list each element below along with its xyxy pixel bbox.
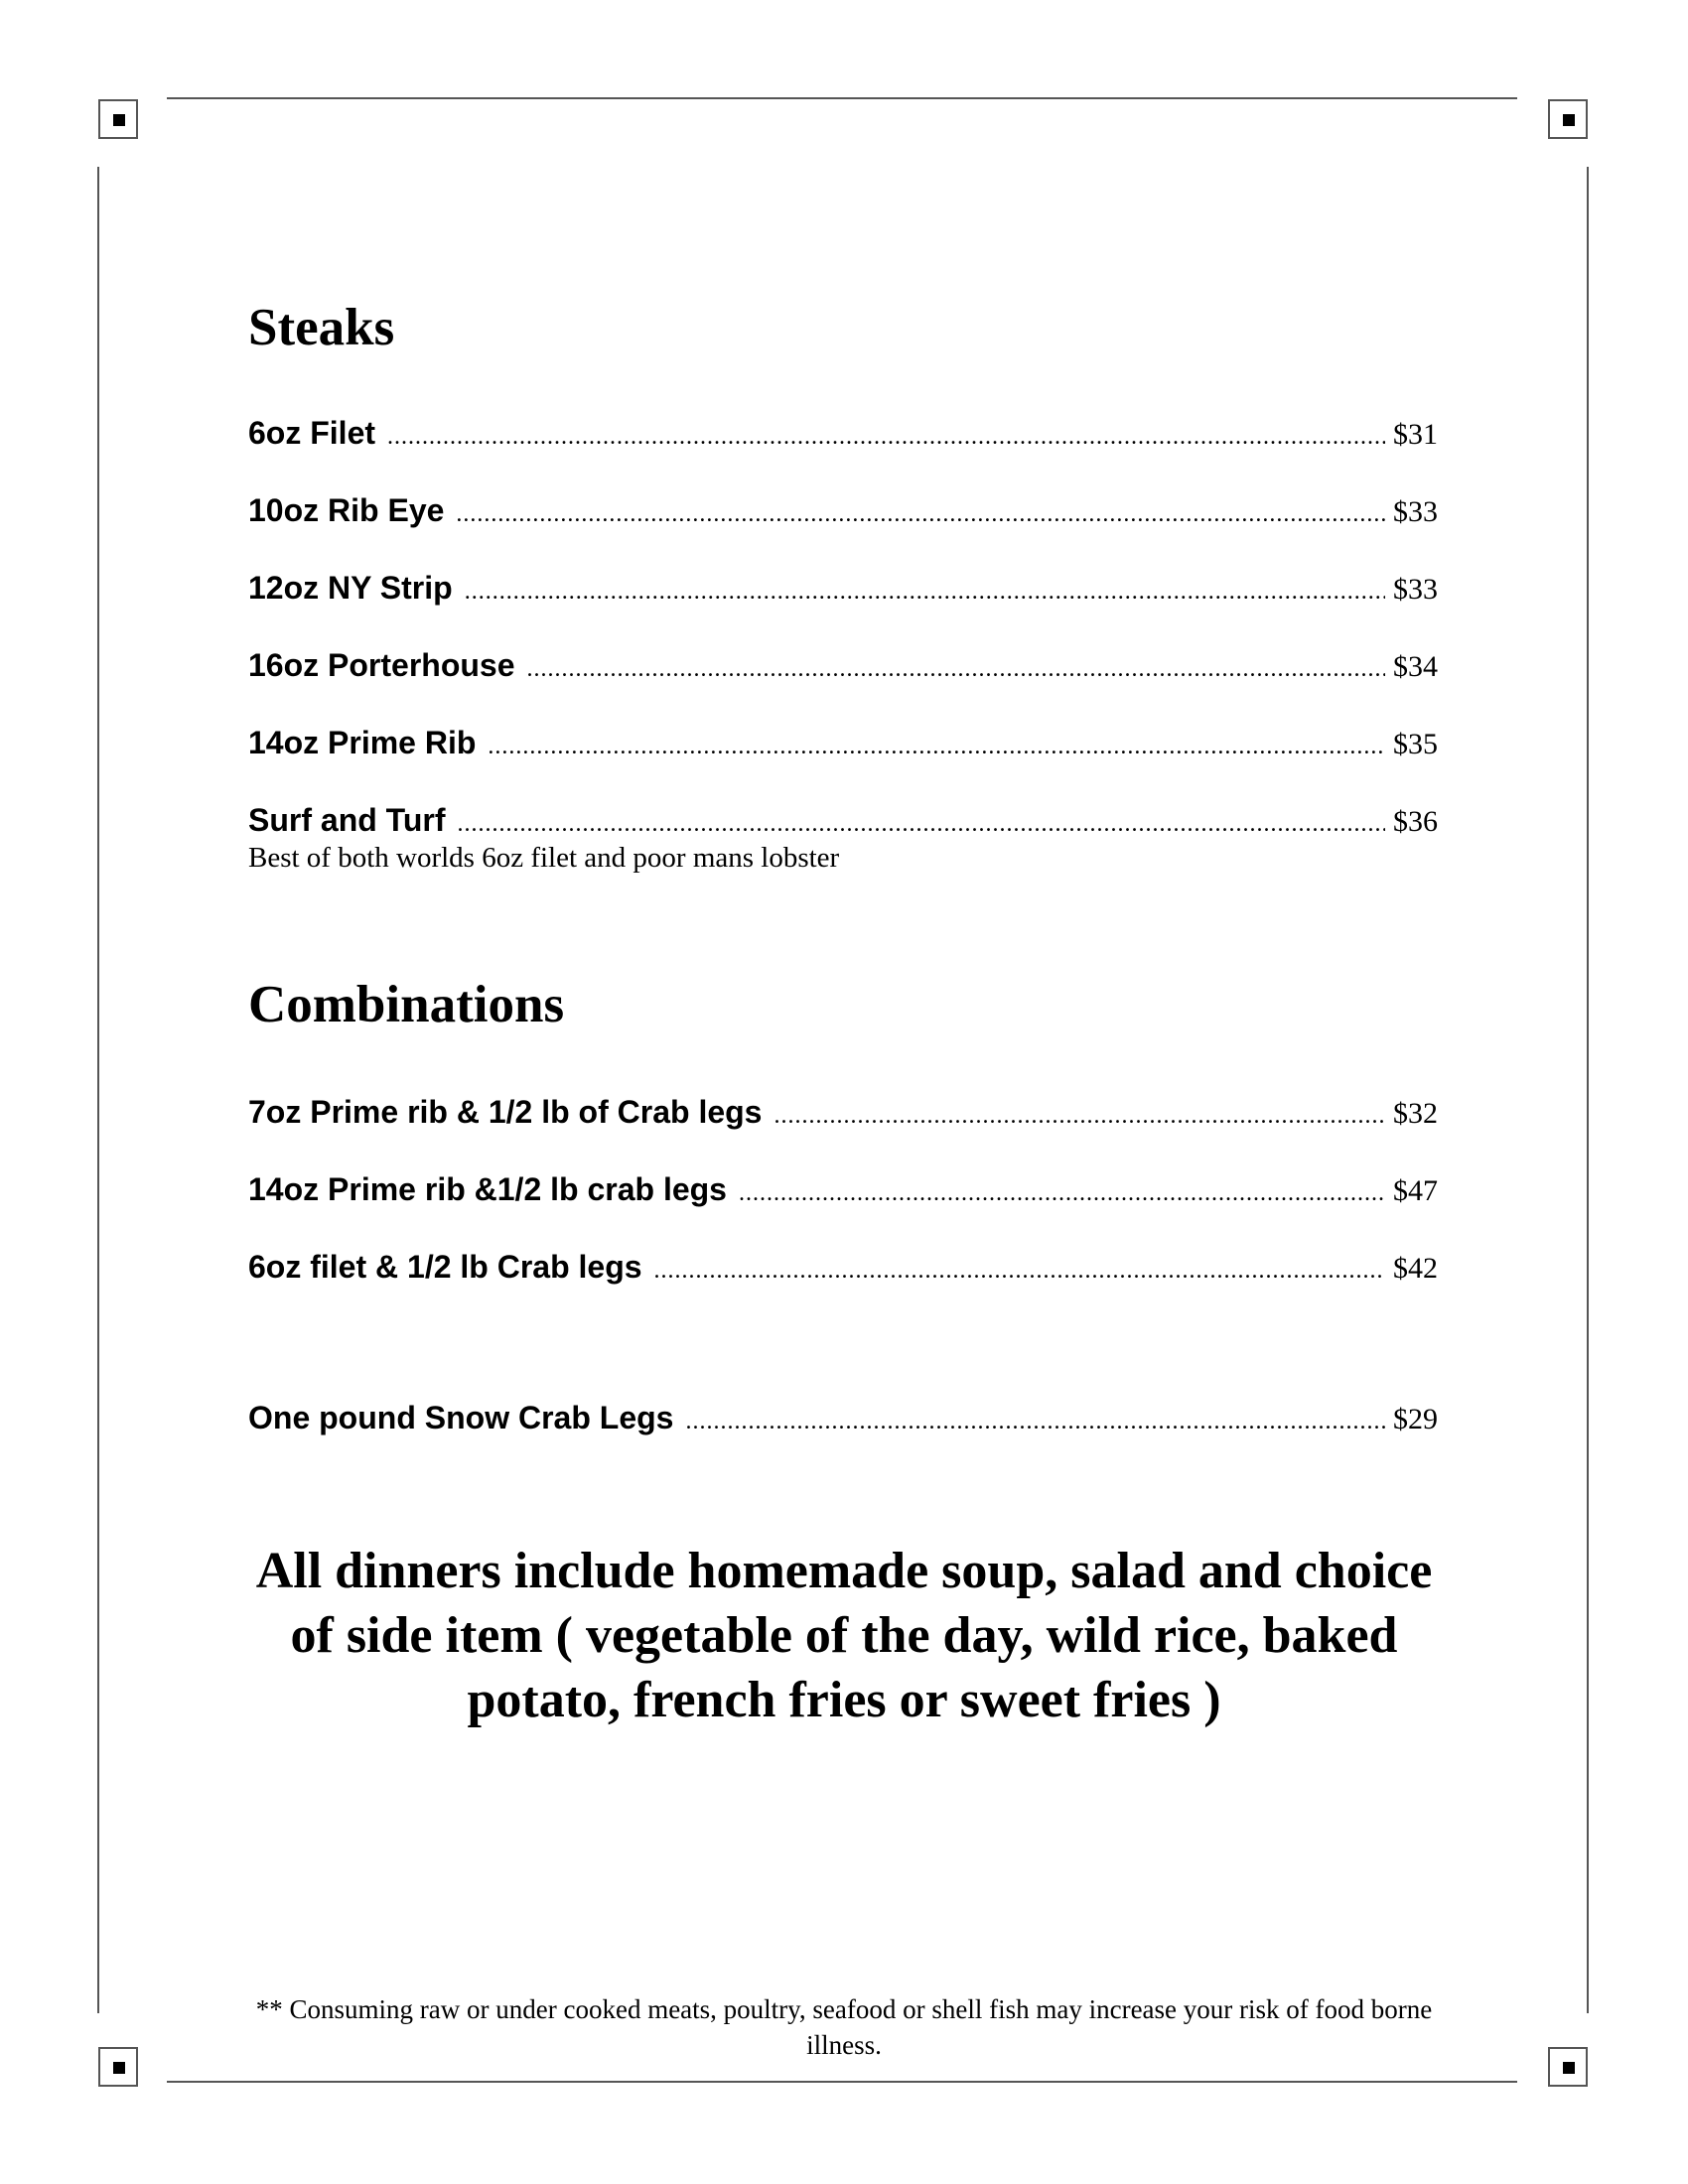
menu-item xyxy=(248,725,1438,764)
section-title-combinations: Combinations xyxy=(248,976,565,1033)
square-bullet-icon xyxy=(113,2062,125,2074)
right-border xyxy=(1587,167,1589,2013)
menu-item-price: $35 xyxy=(1393,728,1438,760)
menu-item-name: 16oz Porterhouse xyxy=(248,647,515,683)
menu-item-name: 7oz Prime rib & 1/2 lb of Crab legs xyxy=(248,1094,763,1130)
dot-leader xyxy=(527,656,1385,683)
dot-leader xyxy=(465,579,1385,606)
dot-leader xyxy=(774,1103,1385,1130)
menu-item-price: $33 xyxy=(1393,573,1438,606)
menu-item-price: $33 xyxy=(1393,495,1438,528)
dinner-includes-note: All dinners include homemade soup, salad and choice of side item ( vegetable of the day, wild rice, baked potato, french fries or sweet fries ) xyxy=(255,1543,1433,1728)
menu-item xyxy=(248,415,1438,455)
menu-item xyxy=(248,570,1438,610)
menu-item-price: $47 xyxy=(1393,1174,1438,1207)
corner-marker-bottom-right xyxy=(1548,2047,1588,2087)
menu-item-price: $29 xyxy=(1393,1403,1438,1435)
dot-leader xyxy=(387,424,1385,451)
menu-item xyxy=(248,647,1438,687)
section-title-steaks: Steaks xyxy=(248,299,395,356)
menu-item-snow-crab xyxy=(248,1400,1438,1439)
menu-item-name: 6oz Filet xyxy=(248,415,376,451)
menu-item xyxy=(248,802,1438,842)
menu-item-name: One pound Snow Crab Legs xyxy=(248,1400,674,1435)
corner-marker-top-left xyxy=(98,99,138,139)
dot-leader xyxy=(685,1409,1385,1435)
dot-leader xyxy=(458,811,1386,838)
dot-leader xyxy=(739,1180,1385,1207)
menu-item-price: $32 xyxy=(1393,1097,1438,1130)
menu-item xyxy=(248,1249,1438,1289)
left-border xyxy=(97,167,99,2013)
corner-marker-bottom-left xyxy=(98,2047,138,2087)
dot-leader xyxy=(456,501,1385,528)
menu-item-price: $42 xyxy=(1393,1252,1438,1285)
square-bullet-icon xyxy=(1563,114,1575,126)
food-safety-warning: ** Consuming raw or under cooked meats, poultry, seafood or shell fish may increase your risk of food borne illness. xyxy=(255,1994,1433,2060)
menu-item xyxy=(248,492,1438,532)
square-bullet-icon xyxy=(113,114,125,126)
menu-item-name: 14oz Prime Rib xyxy=(248,725,477,760)
menu-item-name: 10oz Rib Eye xyxy=(248,492,445,528)
menu-item xyxy=(248,1171,1438,1211)
menu-item-price: $36 xyxy=(1393,805,1438,838)
menu-item-price: $34 xyxy=(1393,650,1438,683)
bottom-border xyxy=(167,2081,1517,2083)
dot-leader xyxy=(488,734,1385,760)
top-border xyxy=(167,97,1517,99)
menu-item-price: $31 xyxy=(1393,418,1438,451)
menu-item-name: 6oz filet & 1/2 lb Crab legs xyxy=(248,1249,642,1285)
corner-marker-top-right xyxy=(1548,99,1588,139)
dot-leader xyxy=(654,1258,1385,1285)
menu-item-name: Surf and Turf xyxy=(248,802,446,838)
menu-item-description: Best of both worlds 6oz filet and poor mans lobster xyxy=(248,842,840,874)
menu-item-name: 12oz NY Strip xyxy=(248,570,453,606)
square-bullet-icon xyxy=(1563,2062,1575,2074)
menu-item-name: 14oz Prime rib &1/2 lb crab legs xyxy=(248,1171,727,1207)
menu-item xyxy=(248,1094,1438,1134)
